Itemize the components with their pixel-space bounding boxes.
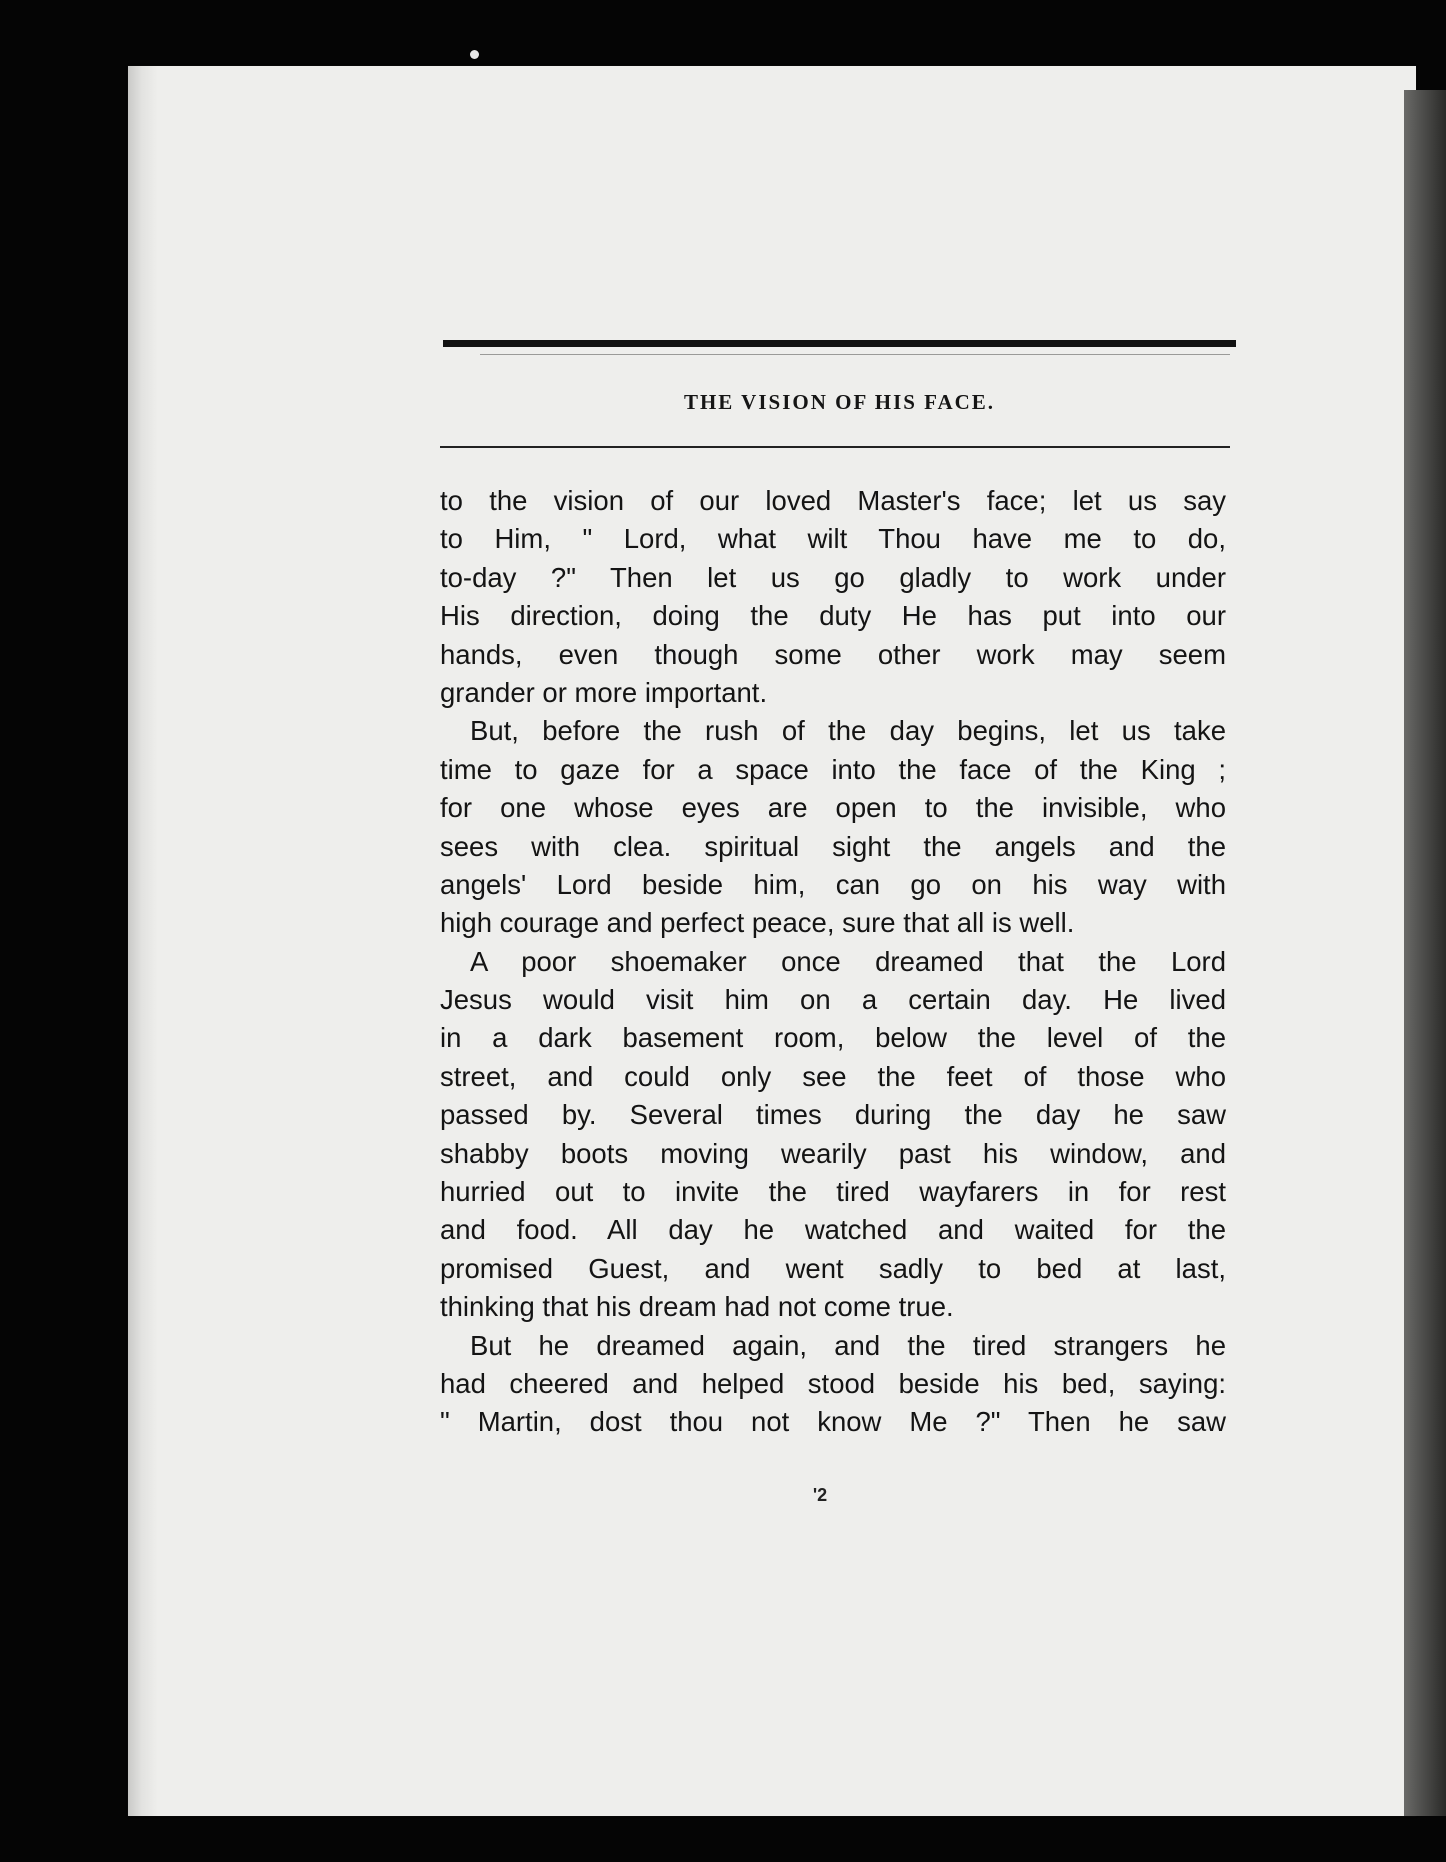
paragraph (440, 943, 1226, 1327)
text-line: passed by. Several times during the day he saw (440, 1099, 1226, 1131)
text-line: had cheered and helped stood beside his bed, saying: (440, 1367, 1226, 1399)
text-line: thinking that his dream had not come true. (440, 1291, 954, 1323)
header-rule-bottom (440, 446, 1230, 448)
text-line: His direction, doing the duty He has put into our (440, 600, 1226, 632)
text-line: angels' Lord beside him, can go on his way with (440, 868, 1226, 900)
text-line: hands, even though some other work may seem (440, 638, 1226, 670)
paragraph (440, 712, 1226, 942)
text-line: hurried out to invite the tired wayfarers in for rest (440, 1176, 1226, 1208)
text-line: But, before the rush of the day begins, let us take (470, 715, 1226, 747)
page-binding-shadow (128, 66, 158, 1816)
film-speck (470, 50, 479, 59)
paragraph (440, 1327, 1226, 1442)
paragraph (440, 482, 1226, 712)
text-line: for one whose eyes are open to the invisible, who (440, 792, 1226, 824)
text-line: and food. All day he watched and waited for the (440, 1214, 1226, 1246)
body-text (440, 482, 1226, 1442)
header-rule-faint (480, 354, 1230, 355)
text-line: to Him, " Lord, what wilt Thou have me to do, (440, 523, 1226, 555)
text-line: shabby boots moving wearily past his window, and (440, 1137, 1226, 1169)
text-line: sees with clea. spiritual sight the angels and the (440, 830, 1226, 862)
running-head: THE VISION OF HIS FACE. (683, 390, 996, 414)
text-line: time to gaze for a space into the face of the King ; (440, 753, 1226, 785)
text-line: " Martin, dost thou not know Me ?" Then he saw (440, 1406, 1226, 1438)
page-edge (1404, 90, 1446, 1816)
text-line: Jesus would visit him on a certain day. He lived (440, 984, 1226, 1016)
text-line: A poor shoemaker once dreamed that the Lord (470, 945, 1226, 977)
header-rule-top (443, 340, 1236, 347)
text-line: promised Guest, and went sadly to bed at last, (440, 1252, 1226, 1284)
text-line: in a dark basement room, below the level of the (440, 1022, 1226, 1054)
text-line: to the vision of our loved Master's face; let us say (440, 485, 1226, 516)
page-number: '2 (812, 1485, 828, 1505)
text-line: street, and could only see the feet of those who (440, 1060, 1226, 1092)
text-line: high courage and perfect peace, sure that all is well. (440, 907, 1075, 939)
text-line: But he dreamed again, and the tired strangers he (470, 1329, 1226, 1361)
text-line: grander or more important. (440, 676, 768, 708)
text-line: to-day ?" Then let us go gladly to work under (440, 561, 1226, 593)
